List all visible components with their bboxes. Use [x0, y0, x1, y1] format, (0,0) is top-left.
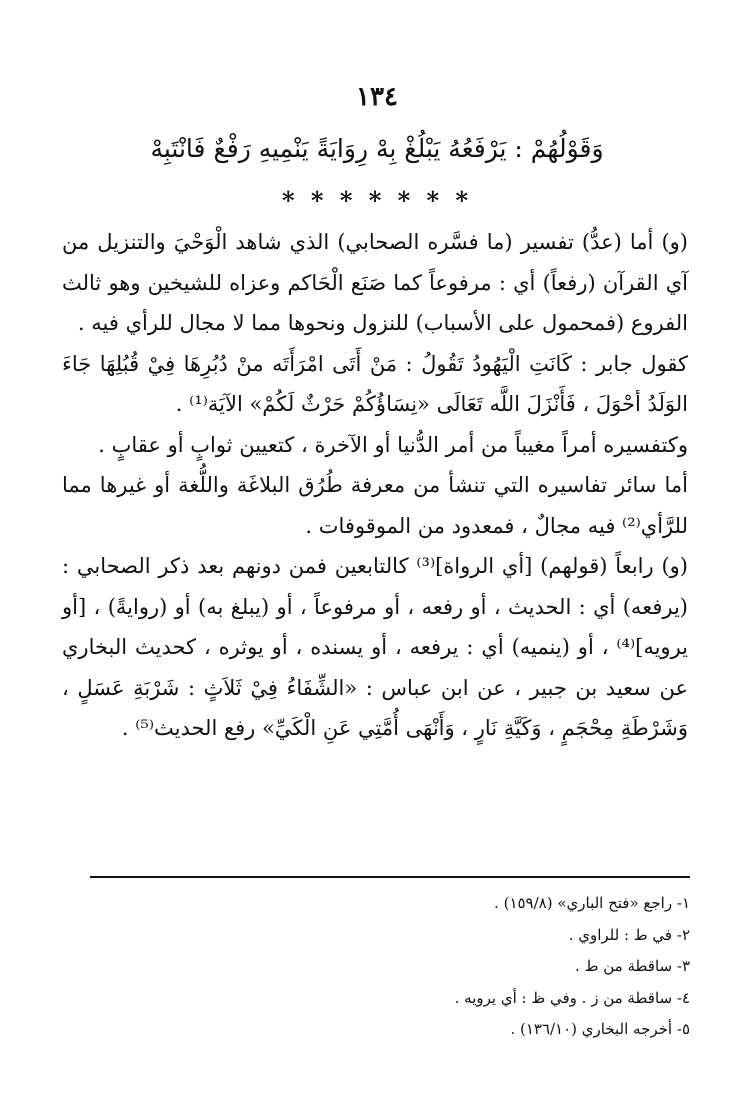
paragraph: كقول جابر : كَانَتِ الْيَهُودُ تَقُولُ : مَنْ أَتَى امْرَأَتَه منْ دُبُرِهَا فِيْ قُبُلِهَا جَاءَ الوَلَدُ أحْوَلَ ، فَأَنْزَلَ اللَّه تَعَالَى «نِسَاؤُكُمْ حَرْثٌ لَكُمْ» الآيَة⁽¹⁾ . — [62, 351, 688, 416]
poem-verse: وَقَوْلُهُمْ : يَرْفَعُهُ يَبْلُغْ بِهْ رِوَايَةً يَنْمِيهِ رَفْعٌ فَانْتَبِهْ — [150, 134, 604, 163]
main-text — [62, 222, 688, 749]
footnote: ٥- أخرجه البخاري (١٣٦/١٠) . — [510, 1020, 690, 1038]
footnote: ١- راجع «فتح الباري» (١٥٩/٨) . — [494, 894, 690, 912]
paragraph: وكتفسيره أمراً مغيباً من أمر الدُّنيا أو الآخرة ، كتعيين ثوابٍ أو عقابٍ . — [98, 432, 688, 457]
footnote: ٣- ساقطة من ط . — [575, 957, 690, 975]
footnote-divider — [90, 876, 690, 878]
paragraph: (و) أما (عدُّ) تفسير (ما فسَّره الصحابي) الذي شاهد الْوَحْيَ والتنزيل من آي القرآن (رفعاً) أي : مرفوعاً كما صَنَع الْحَاكم وعزاه للشيخين وهو ثالث الفروع (فمحمول على الأسباب) للنزول ونحوها مما لا مجال للرأي فيه . — [62, 230, 688, 335]
footnote: ٤- ساقطة من ز . وفي ظ : أي يرويه . — [454, 988, 690, 1007]
paragraph: أما سائر تفاسيره التي تنشأ من معرفة طُرُق البلاغَة واللُّغة أو غيرها مما للرَّأي⁽²⁾ فيه مجالٌ ، فمعدود من الموقوفات . — [62, 473, 688, 538]
paragraph: (و) رابعاً (قولهم) [أي الرواة]⁽³⁾ كالتابعين فمن دونهم بعد ذكر الصحابي : (يرفعه) أي : الحديث ، أو رفعه ، أو مرفوعاً ، أو (يبلغ به) أو (روايةً) ، [أو يرويه]⁽⁴⁾ ، أو (ينميه) أي : يرفعه ، أو يسنده ، أو يوثره ، كحديث البخاري عن سعيد بن جبير ، عن ابن عباس : «الشِّفَاءُ فِيْ ثَلاَثٍ : شَرْبَةِ عَسَلٍ ، وَشَرْطَةِ مِحْجَمٍ ، وَكَيَّةِ نَارٍ ، وَأَنْهَى أُمَّتِي عَنِ الْكَيِّ» رفع الحديث⁽⁵⁾ . — [62, 554, 688, 740]
page-number: ١٣٤ — [356, 82, 398, 112]
footnotes — [90, 888, 690, 1046]
footnote: ٢- في ط : للراوي . — [568, 925, 690, 944]
section-separator: * * * * * * * — [282, 186, 472, 215]
